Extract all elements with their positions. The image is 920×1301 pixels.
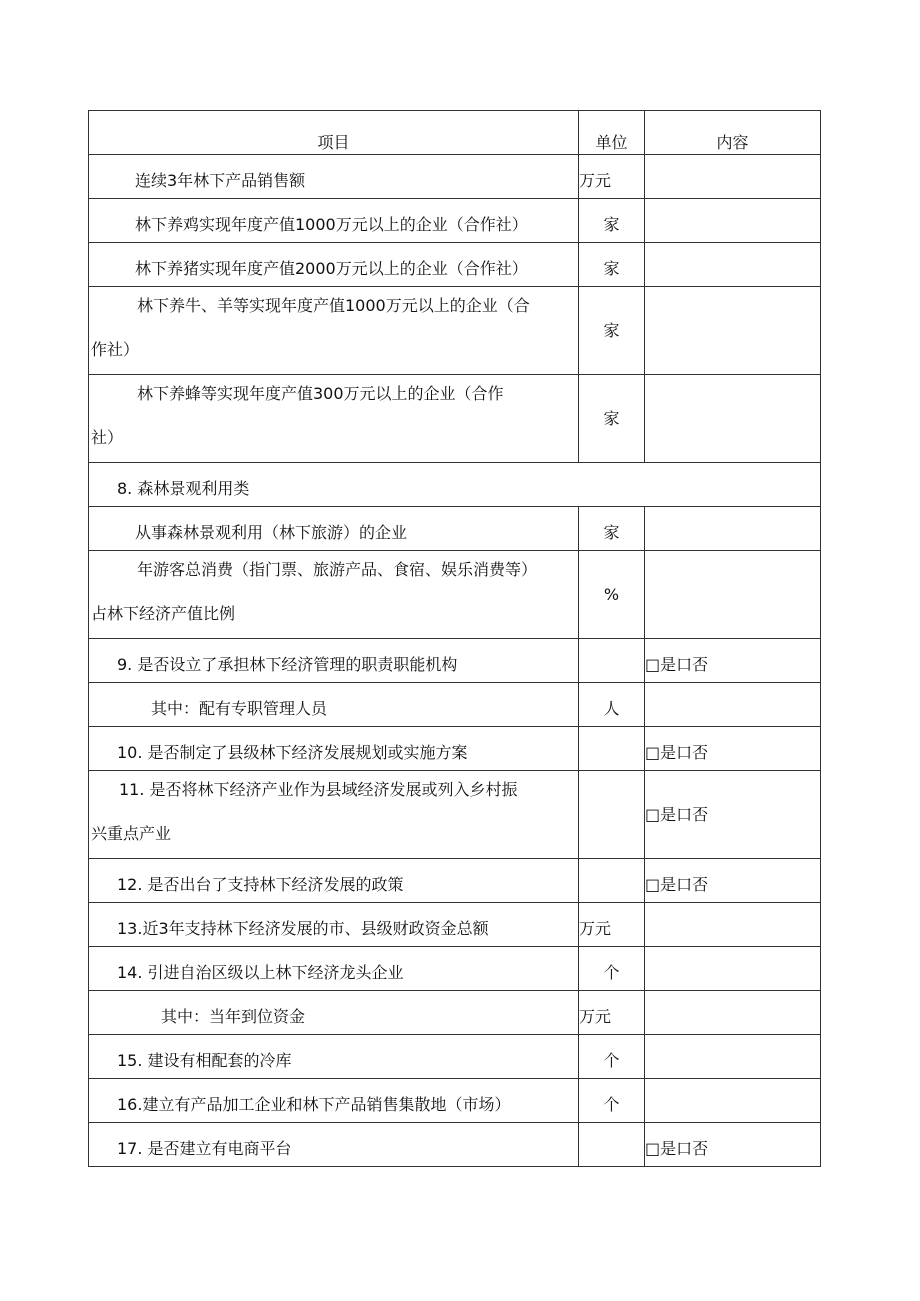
row-item: 连续3年林下产品销售额 — [89, 155, 579, 199]
row-unit: % — [579, 551, 645, 639]
row-content[interactable] — [645, 507, 821, 551]
row-item — [89, 287, 579, 375]
header-unit: 单位 — [579, 111, 645, 155]
row-unit: 个 — [579, 947, 645, 991]
row-unit — [579, 771, 645, 859]
row-unit: 个 — [579, 1035, 645, 1079]
row-item: 10. 是否制定了县级林下经济发展规划或实施方案 — [89, 727, 579, 771]
table-row — [89, 551, 821, 639]
row-content[interactable] — [645, 375, 821, 463]
row-unit: 万元 — [579, 903, 645, 947]
row-content[interactable] — [645, 551, 821, 639]
row-item-line1: 林下养牛、羊等实现年度产值1000万元以上的企业（合 — [137, 295, 530, 315]
row-content[interactable] — [645, 903, 821, 947]
row-item-line1: 年游客总消费（指门票、旅游产品、食宿、娱乐消费等） — [137, 559, 538, 579]
row-item: 从事森林景观利用（林下旅游）的企业 — [89, 507, 579, 551]
row-content[interactable] — [645, 1079, 821, 1123]
table-row — [89, 683, 821, 727]
row-content[interactable] — [645, 199, 821, 243]
table-row — [89, 155, 821, 199]
table-row — [89, 903, 821, 947]
section-title: 8. 森林景观利用类 — [89, 463, 821, 507]
table-row — [89, 947, 821, 991]
row-unit: 家 — [579, 199, 645, 243]
row-unit: 个 — [579, 1079, 645, 1123]
yes-no-checkbox[interactable]: □是口否 — [645, 1123, 821, 1167]
row-unit: 家 — [579, 287, 645, 375]
row-item — [89, 375, 579, 463]
row-item: 15. 建设有相配套的冷库 — [89, 1035, 579, 1079]
row-content[interactable] — [645, 1035, 821, 1079]
row-item: 林下养猪实现年度产值2000万元以上的企业（合作社） — [89, 243, 579, 287]
row-unit: 家 — [579, 243, 645, 287]
table-row — [89, 1035, 821, 1079]
row-item: 14. 引进自治区级以上林下经济龙头企业 — [89, 947, 579, 991]
row-content[interactable] — [645, 683, 821, 727]
row-content[interactable] — [645, 947, 821, 991]
row-unit — [579, 639, 645, 683]
header-item: 项目 — [89, 111, 579, 155]
table-header-row — [89, 111, 821, 155]
row-unit: 人 — [579, 683, 645, 727]
table-row — [89, 287, 821, 375]
yes-no-checkbox[interactable]: □是口否 — [645, 771, 821, 859]
row-item-line2: 占林下经济产值比例 — [91, 603, 236, 623]
table-row — [89, 375, 821, 463]
table-row — [89, 859, 821, 903]
row-unit: 家 — [579, 375, 645, 463]
row-item: 其中：当年到位资金 — [89, 991, 579, 1035]
row-item: 9. 是否设立了承担林下经济管理的职责职能机构 — [89, 639, 579, 683]
table-row — [89, 727, 821, 771]
row-unit — [579, 859, 645, 903]
row-item: 16.建立有产品加工企业和林下产品销售集散地（市场） — [89, 1079, 579, 1123]
table-row — [89, 991, 821, 1035]
row-item — [89, 551, 579, 639]
row-unit — [579, 727, 645, 771]
table-row — [89, 243, 821, 287]
yes-no-checkbox[interactable]: □是口否 — [645, 859, 821, 903]
row-item: 17. 是否建立有电商平台 — [89, 1123, 579, 1167]
survey-table — [88, 110, 821, 1167]
section-row — [89, 463, 821, 507]
row-item: 13.近3年支持林下经济发展的市、县级财政资金总额 — [89, 903, 579, 947]
row-item: 12. 是否出台了支持林下经济发展的政策 — [89, 859, 579, 903]
table-row — [89, 771, 821, 859]
header-content: 内容 — [645, 111, 821, 155]
row-item-line2: 社） — [91, 427, 124, 447]
row-item — [89, 771, 579, 859]
yes-no-checkbox[interactable]: □是口否 — [645, 639, 821, 683]
yes-no-checkbox[interactable]: □是口否 — [645, 727, 821, 771]
row-item: 其中：配有专职管理人员 — [89, 683, 579, 727]
row-item-line2: 作社） — [91, 339, 140, 359]
row-content[interactable] — [645, 991, 821, 1035]
row-item-line1: 林下养蜂等实现年度产值300万元以上的企业（合作 — [137, 383, 504, 403]
row-unit — [579, 1123, 645, 1167]
table-row — [89, 199, 821, 243]
row-item-line1: 11. 是否将林下经济产业作为县域经济发展或列入乡村振 — [119, 779, 518, 799]
row-unit: 家 — [579, 507, 645, 551]
row-unit: 万元 — [579, 155, 645, 199]
row-item-line2: 兴重点产业 — [91, 823, 172, 843]
table-row — [89, 639, 821, 683]
row-content[interactable] — [645, 243, 821, 287]
table-row — [89, 1123, 821, 1167]
table-row — [89, 507, 821, 551]
row-unit: 万元 — [579, 991, 645, 1035]
row-content[interactable] — [645, 287, 821, 375]
row-item: 林下养鸡实现年度产值1000万元以上的企业（合作社） — [89, 199, 579, 243]
table-row — [89, 1079, 821, 1123]
row-content[interactable] — [645, 155, 821, 199]
